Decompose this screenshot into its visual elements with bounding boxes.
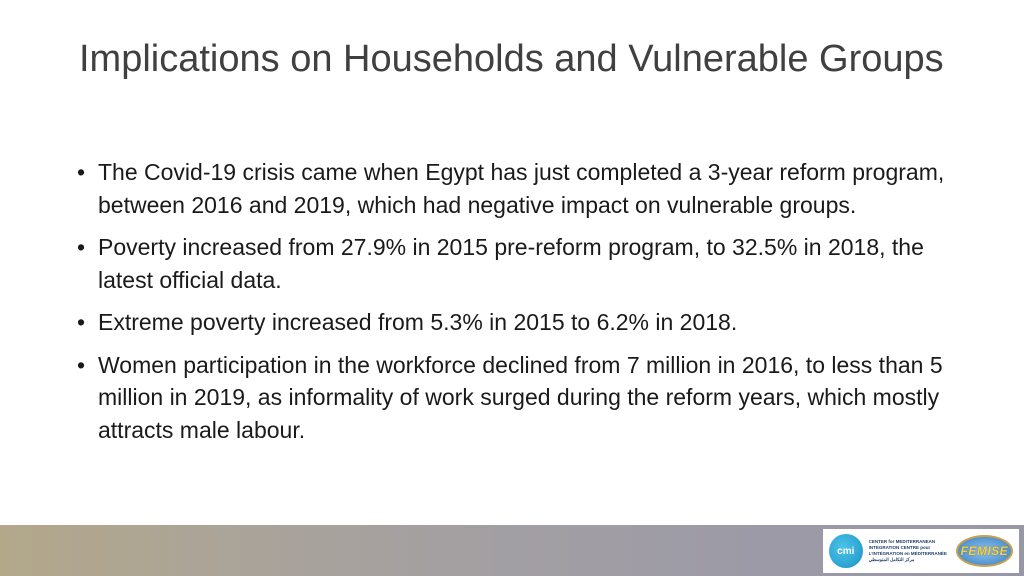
bullet-dot-icon: • — [77, 309, 86, 335]
bullet-text: Poverty increased from 27.9% in 2015 pre-reform program, to 32.5% in 2018, the latest official data. — [98, 234, 924, 293]
cmi-org-line: CENTER for MEDITERRANEAN — [868, 539, 936, 544]
slide-title: Implications on Households and Vulnerable Groups — [79, 38, 944, 80]
cmi-org-line: مركز التكامل المتوسطي — [868, 557, 915, 562]
bullet-dot-icon: • — [77, 234, 86, 260]
cmi-org-name — [869, 539, 948, 563]
cmi-org-line: L'INTÉGRATION en MÉDITERRANÉE — [868, 551, 947, 556]
bullet-text: The Covid-19 crisis came when Egypt has just completed a 3-year reform program, between 2016 and 2019, which had negative impact on vulnerable groups. — [98, 159, 945, 218]
bullet-text: Women participation in the workforce declined from 7 million in 2016, to less than 5 million in 2019, as informality of work surged during the reform years, which mostly attracts male labour. — [98, 351, 943, 443]
bullet-item — [76, 349, 956, 447]
logo-strip — [823, 529, 1019, 573]
femise-logo-label: FEMISE — [960, 544, 1009, 558]
femise-logo — [956, 535, 1013, 567]
bullet-list — [76, 156, 956, 456]
cmi-logo — [829, 534, 863, 568]
cmi-org-line: INTEGRATION CENTRE pour — [868, 545, 931, 550]
bullet-text: Extreme poverty increased from 5.3% in 2015 to 6.2% in 2018. — [98, 309, 738, 335]
cmi-logo-label: cmi — [837, 545, 855, 557]
bullet-dot-icon: • — [77, 159, 86, 185]
bullet-dot-icon: • — [77, 351, 86, 378]
bullet-item — [76, 156, 956, 221]
bullet-item — [76, 306, 956, 339]
bullet-item — [76, 231, 956, 296]
